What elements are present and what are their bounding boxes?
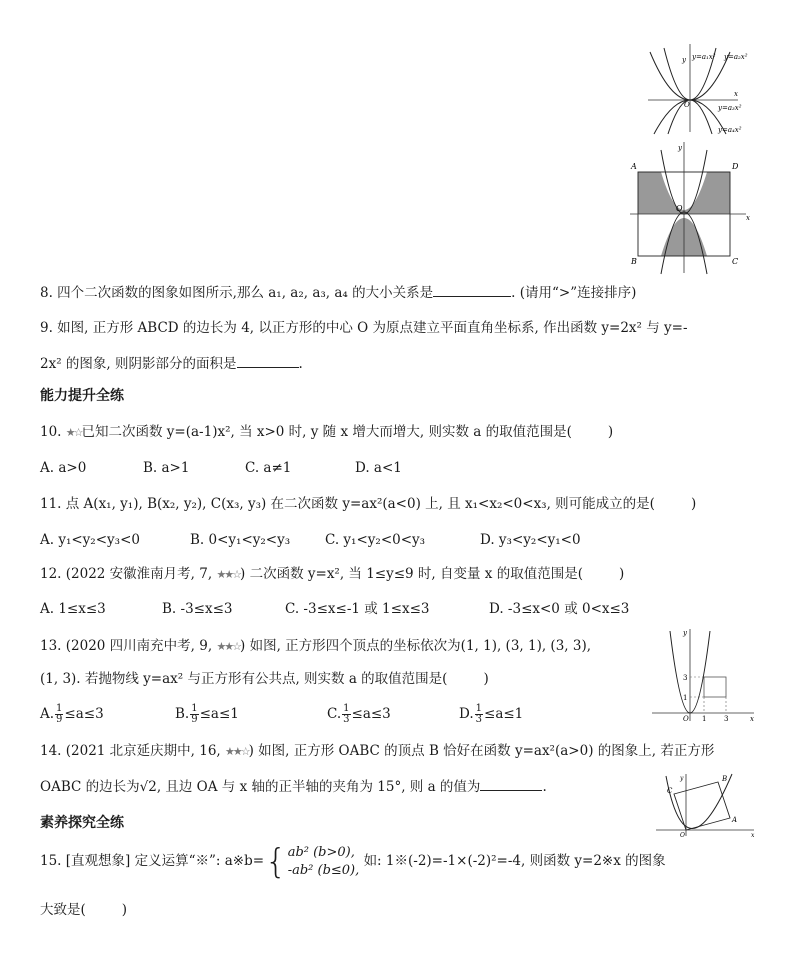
question-11 (40, 494, 696, 514)
brace-icon: { (265, 841, 287, 882)
q13-option-c[interactable] (327, 704, 391, 725)
origin-label: O (684, 101, 690, 109)
q12-option-d[interactable]: D. -3≤x<0 或 0<x≤3 (489, 601, 630, 617)
label-c: C (667, 787, 673, 795)
frac-num: 1 (191, 703, 198, 714)
section-heading-literacy: 素养探究全练 (40, 815, 124, 831)
origin-label: O (680, 832, 685, 838)
tick-y-1: 1 (683, 694, 688, 702)
question-10 (40, 422, 613, 443)
x-label: x (751, 832, 755, 838)
question-8 (40, 282, 636, 303)
q13-c-rest: ≤a≤3 (351, 706, 391, 722)
label-a4: y=a₄x² (718, 126, 742, 134)
x-label: x (750, 715, 754, 723)
frac-den: 3 (343, 714, 350, 725)
q10-close: ) (607, 424, 614, 440)
q11-option-d[interactable]: D. y₃<y₂<y₁<0 (480, 532, 581, 548)
figure-q14-rotated-square (652, 770, 758, 838)
q15-case-1: ab² (b>0), (287, 844, 355, 860)
q9-text-end: . (298, 356, 303, 372)
q13-text: ) 如图, 正方形四个顶点的坐标依次为(1, 1), (3, 1), (3, 3), (240, 638, 592, 654)
q14-answer-blank[interactable] (480, 776, 542, 791)
q14-text-3: , 且边 OA 与 x 轴的正半轴的夹角为 15°, 则 a 的值为 (156, 779, 481, 795)
tick-x-3: 3 (724, 715, 729, 723)
q13-option-d[interactable] (459, 704, 523, 725)
corner-c: C (732, 257, 739, 266)
q13-a-letter: A. (40, 706, 55, 722)
q11-text: 11. 点 A(x₁, y₁), B(x₂, y₂), C(x₃, y₃) 在二次函数 y=ax²(a<0) 上, 且 x₁<x₂<0<x₃, 则可能成立的是( (40, 496, 655, 512)
q13-option-a[interactable] (40, 704, 104, 725)
frac-den: 3 (475, 714, 483, 725)
section-heading-ability: 能力提升全练 (40, 388, 124, 404)
question-14-line1 (40, 741, 714, 762)
frac-den: 9 (191, 714, 198, 725)
q15-text-3: 大致是( (40, 902, 86, 918)
difficulty-star-icon: ★☆ (65, 426, 82, 439)
q11-option-a[interactable]: A. y₁<y₂<y₃<0 (40, 532, 140, 548)
frac-num: 1 (56, 703, 63, 714)
label-a3: y=a₃x² (718, 104, 742, 112)
question-14-line2 (40, 776, 547, 797)
figure-q13-parabola-square (648, 625, 758, 725)
q12-option-b[interactable]: B. -3≤x≤3 (162, 601, 233, 617)
q13-c-letter: C. (327, 706, 342, 722)
y-label: y (683, 629, 687, 637)
x-label: x (746, 214, 750, 222)
frac-num: 1 (343, 703, 350, 714)
tick-x-1: 1 (702, 715, 707, 723)
q14-text: ) 如图, 正方形 OABC 的顶点 B 恰好在函数 y=ax²(a>0) 的图象上, 若正方形 (248, 743, 715, 759)
difficulty-star-icon: ★★☆ (225, 745, 249, 758)
corner-b: B (631, 257, 637, 266)
q9-text: 2x² 的图象, 则阴影部分的面积是 (40, 356, 237, 372)
q15-close: ) (121, 902, 128, 918)
question-15-line1 (40, 843, 666, 880)
q13-source: 13. (2020 四川南充中考, 9, (40, 638, 217, 654)
q14-text-end: . (542, 779, 547, 795)
q13-option-b[interactable] (175, 704, 239, 725)
fraction (190, 704, 198, 725)
q12-option-c[interactable]: C. -3≤x≤-1 或 1≤x≤3 (285, 601, 430, 617)
q8-answer-blank[interactable] (433, 282, 511, 297)
label-a1: y=a₁x² (692, 53, 716, 61)
q9-answer-blank[interactable] (237, 353, 299, 368)
question-15-line2 (40, 900, 127, 920)
difficulty-star-icon: ★★☆ (216, 640, 241, 653)
q10-option-b[interactable]: B. a>1 (143, 460, 190, 476)
q10-text: 已知二次函数 y=(a-1)x², 当 x>0 时, y 随 x 增大而增大, 则实数 a 的取值范围是( (81, 424, 572, 440)
q13-text-2: (1, 3). 若抛物线 y=ax² 与正方形有公共点, 则实数 a 的取值范围是( (40, 671, 448, 687)
frac-den: 9 (56, 714, 63, 725)
question-9-line2 (40, 353, 303, 374)
y-label: y (682, 56, 686, 64)
tick-y-3: 3 (683, 674, 688, 682)
difficulty-star-icon: ★★☆ (216, 568, 241, 581)
q13-d-rest: ≤a≤1 (484, 706, 524, 722)
q10-option-d[interactable]: D. a<1 (355, 460, 402, 476)
q10-option-a[interactable]: A. a>0 (40, 460, 87, 476)
square (704, 677, 726, 697)
question-13-line2 (40, 669, 489, 689)
sqrt-2: √2 (139, 779, 157, 795)
q13-b-letter: B. (175, 706, 190, 722)
q15-text: 15. [直观想象] 定义运算“※”: a※b= (40, 853, 265, 869)
label-b: B (722, 775, 728, 783)
label-a2: y=a₂x² (724, 53, 748, 61)
q11-option-b[interactable]: B. 0<y₁<y₂<y₃ (190, 532, 291, 548)
q13-d-letter: D. (459, 706, 474, 722)
fraction (475, 704, 483, 725)
figure-square-shaded (628, 140, 753, 275)
question-12 (40, 564, 624, 585)
y-label: y (680, 775, 684, 782)
q11-option-c[interactable]: C. y₁<y₂<0<y₃ (325, 532, 426, 548)
frac-num: 1 (475, 703, 483, 714)
q15-text-2: 如: 1※(-2)=-1×(-2)²=-4, 则函数 y=2※x 的图象 (363, 853, 666, 869)
q13-close: ) (483, 671, 489, 687)
question-9-line1: 9. 如图, 正方形 ABCD 的边长为 4, 以正方形的中心 O 为原点建立平面直角坐标系, 作出函数 y=2x² 与 y=- (40, 320, 688, 336)
fraction (342, 704, 350, 725)
q13-a-rest: ≤a≤3 (64, 706, 104, 722)
corner-a: A (631, 162, 637, 171)
origin-label: O (676, 204, 683, 213)
x-label: x (734, 90, 738, 98)
corner-d: D (732, 162, 739, 171)
q10-number: 10. (40, 424, 66, 440)
q10-option-c[interactable]: C. a≠1 (245, 460, 292, 476)
q14-source: 14. (2021 北京延庆期中, 16, (40, 743, 226, 759)
fraction (55, 704, 63, 725)
origin-label: O (683, 715, 689, 723)
question-13-line1 (40, 636, 591, 657)
q8-text-end: . (请用“>”连接排序) (511, 285, 637, 301)
q12-source: 12. (2022 安徽淮南月考, 7, (40, 566, 217, 582)
y-label: y (678, 144, 682, 152)
q15-case-2: -ab² (b≤0), (287, 862, 360, 878)
q13-b-rest: ≤a≤1 (199, 706, 239, 722)
q14-text-2: OABC 的边长为 (40, 779, 140, 795)
q12-option-a[interactable]: A. 1≤x≤3 (40, 601, 106, 617)
q12-text: ) 二次函数 y=x², 当 1≤y≤9 时, 自变量 x 的取值范围是( (240, 566, 583, 582)
q11-close: ) (690, 496, 697, 512)
q12-close: ) (618, 566, 625, 582)
figure-four-parabolas (640, 40, 760, 135)
q8-text: 8. 四个二次函数的图象如图所示,那么 a₁, a₂, a₃, a₄ 的大小关系是 (40, 285, 434, 301)
q15-cases (288, 844, 360, 880)
label-a: A (732, 816, 738, 824)
